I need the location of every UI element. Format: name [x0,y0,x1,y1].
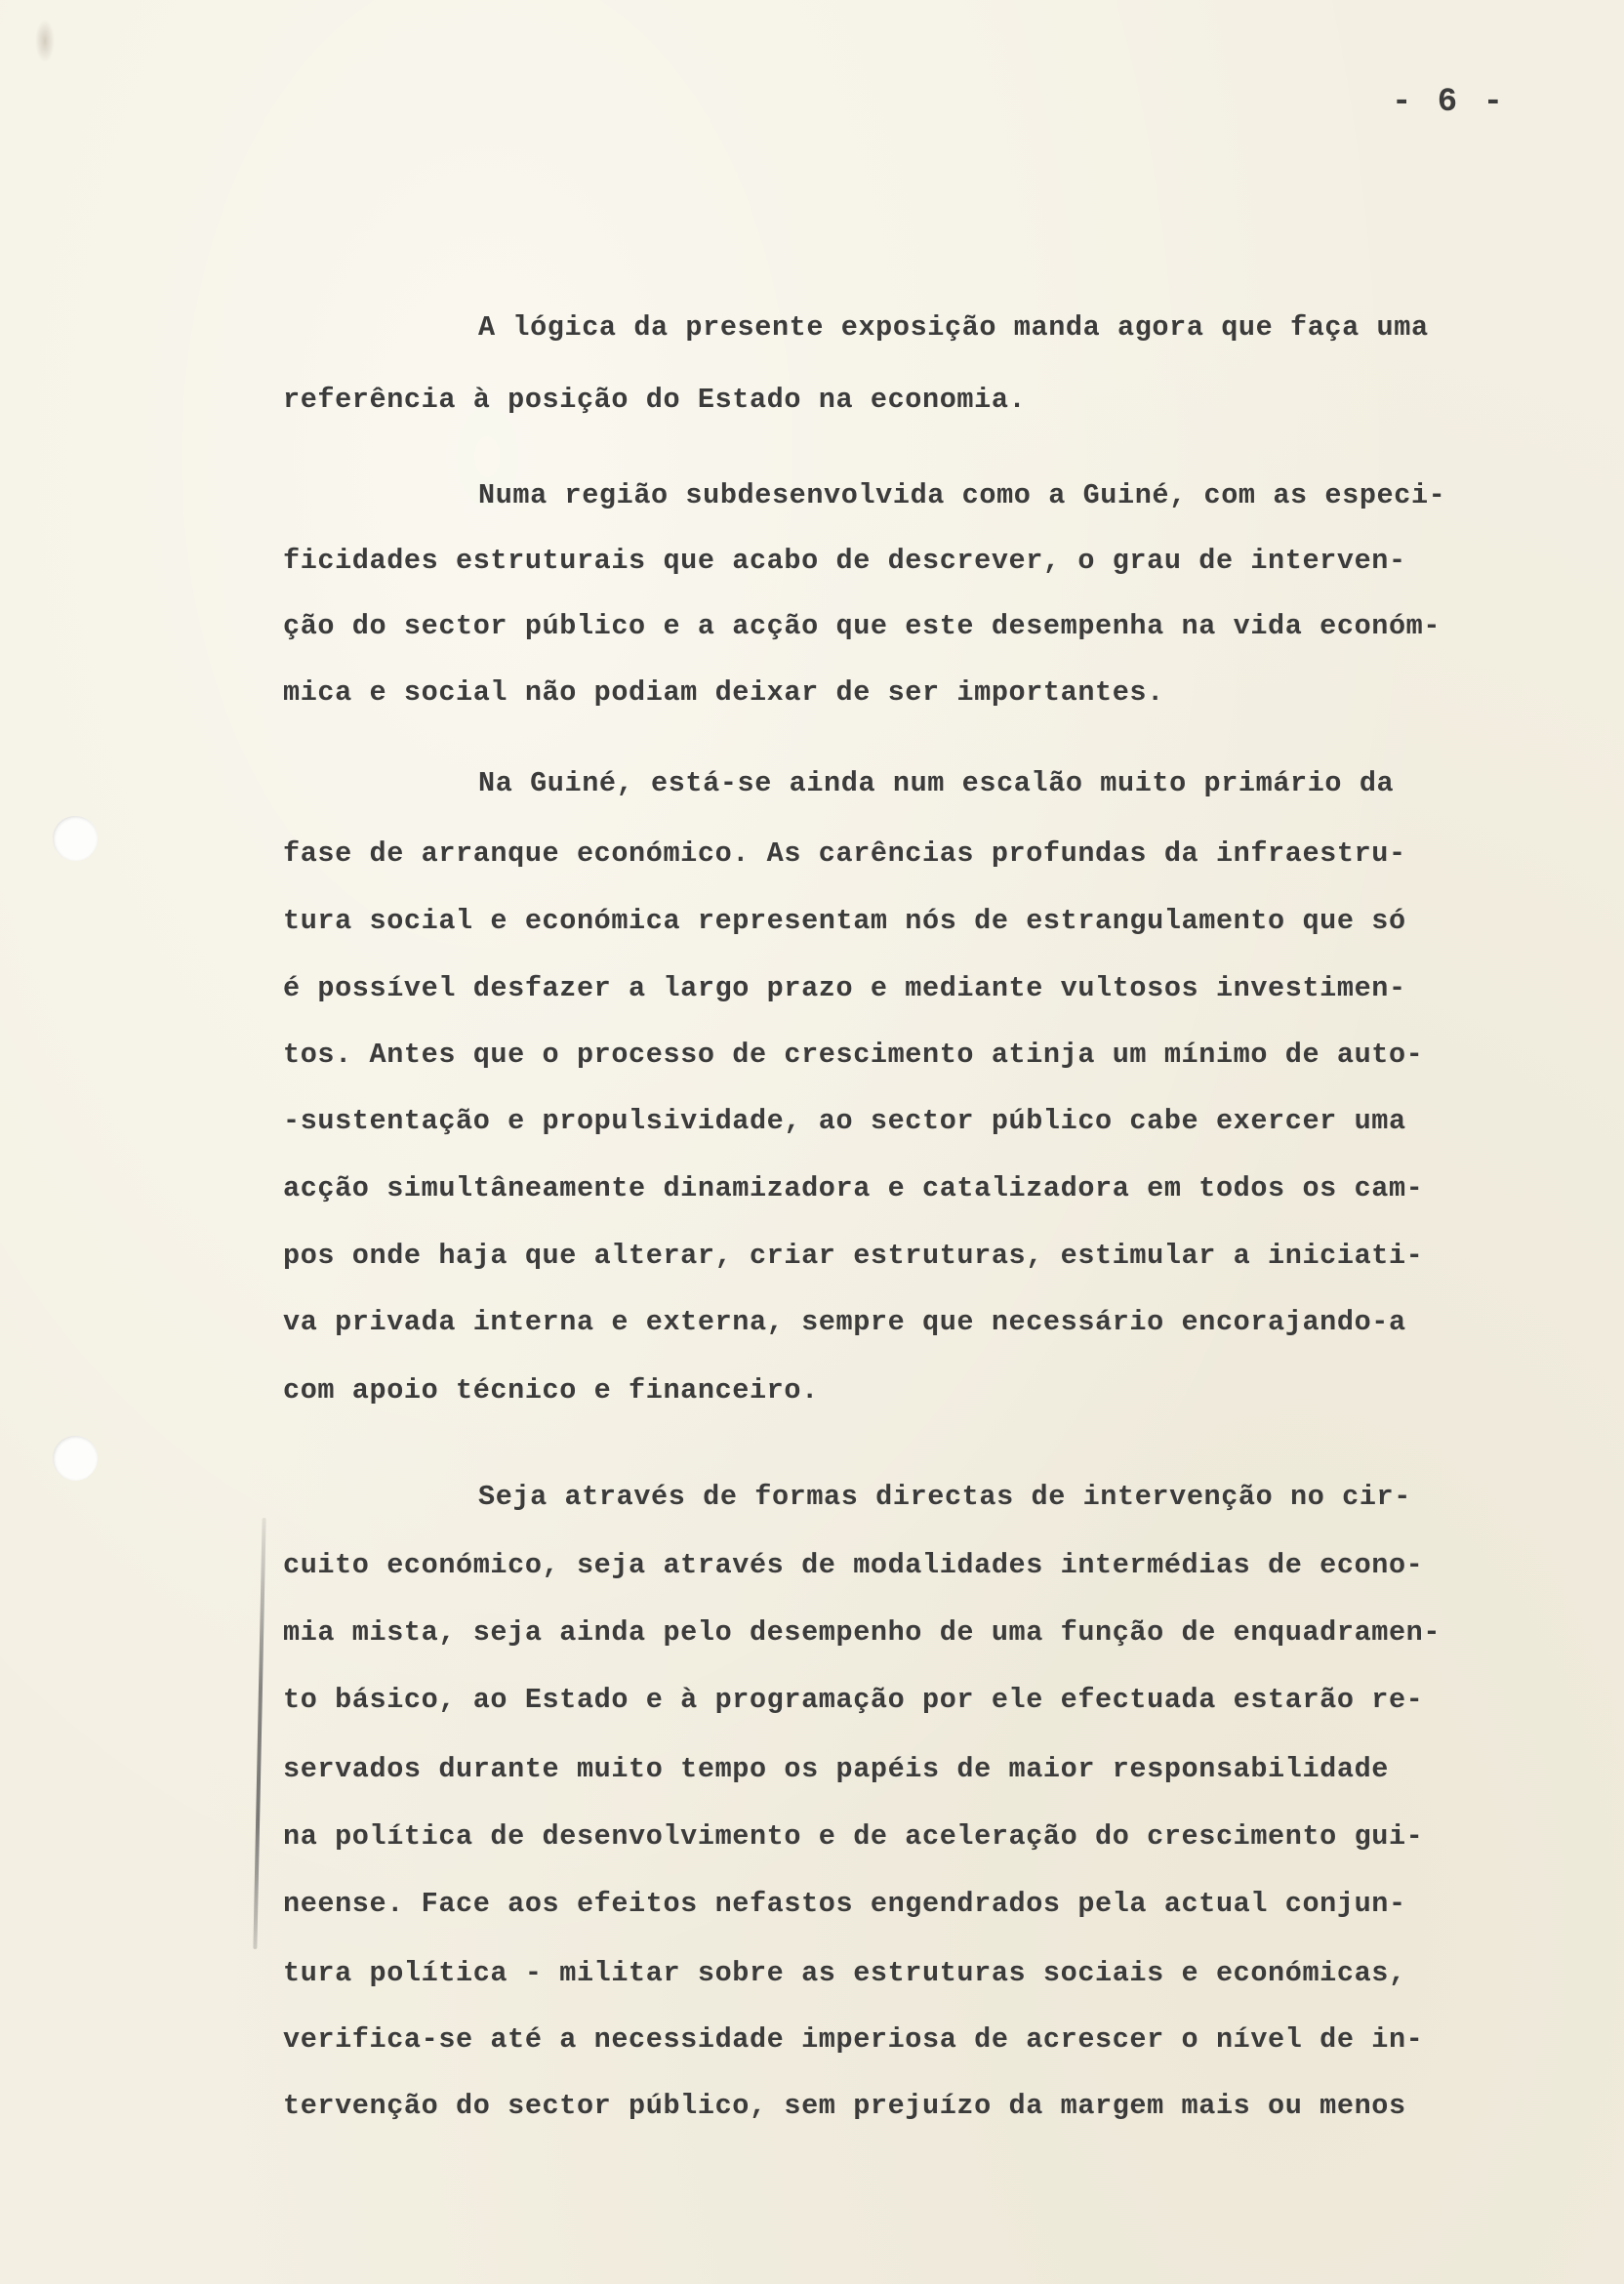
margin-pencil-mark [253,1518,265,1949]
paragraph-4-line-7: neense. Face aos efeitos nefastos engendrados pela actual conjun- [283,1888,1406,1920]
paragraph-4-line-8: tura política - militar sobre as estruturas sociais e económicas, [283,1957,1406,1989]
paragraph-4-line-4: to básico, ao Estado e à programação por ele efectuada estarão re- [283,1684,1424,1716]
paragraph-1-line-2: referência à posição do Estado na economia. [283,384,1027,416]
punch-hole-top [53,816,98,861]
paragraph-3-line-2: fase de arranque económico. As carências profundas da infraestru- [283,837,1406,870]
paragraph-3-line-8: pos onde haja que alterar, criar estruturas, estimular a iniciati- [283,1240,1424,1272]
paragraph-3-line-5: tos. Antes que o processo de crescimento atinja um mínimo de auto- [283,1039,1424,1071]
paragraph-2-line-2: ficidades estruturais que acabo de descrever, o grau de interven- [283,545,1406,577]
paragraph-2-line-1: Numa região subdesenvolvida como a Guiné, com as especi- [478,479,1446,511]
paragraph-2-line-4: mica e social não podiam deixar de ser importantes. [283,676,1164,709]
paragraph-3-line-10: com apoio técnico e financeiro. [283,1374,819,1407]
paragraph-4-line-2: cuito económico, seja através de modalidades intermédias de econo- [283,1549,1424,1581]
paragraph-3-line-7: acção simultâneamente dinamizadora e catalizadora em todos os cam- [283,1172,1424,1204]
paragraph-4-line-6: na política de desenvolvimento e de aceleração do crescimento gui- [283,1820,1424,1853]
paragraph-4-line-3: mia mista, seja ainda pelo desempenho de uma função de enquadramen- [283,1616,1441,1649]
paragraph-3-line-1: Na Guiné, está-se ainda num escalão muito primário da [478,767,1395,799]
paragraph-2-line-3: ção do sector público e a acção que este desempenha na vida económ- [283,610,1441,642]
paragraph-3-line-6: -sustentação e propulsividade, ao sector público cabe exercer uma [283,1105,1406,1137]
paragraph-3-line-4: é possível desfazer a largo prazo e mediante vultosos investimen- [283,972,1406,1004]
paragraph-4-line-9: verifica-se até a necessidade imperiosa de acrescer o nível de in- [283,2023,1424,2056]
paragraph-3-line-3: tura social e económica representam nós de estrangulamento que só [283,905,1406,937]
paragraph-4-line-5: servados durante muito tempo os papéis de maior responsabilidade [283,1753,1389,1785]
paragraph-4-line-1: Seja através de formas directas de intervenção no cir- [478,1481,1411,1513]
page-number: - 6 - [1392,84,1507,121]
paragraph-4-line-10: tervenção do sector público, sem prejuízo da margem mais ou menos [283,2090,1406,2122]
paragraph-1-line-1: A lógica da presente exposição manda agora que faça uma [478,311,1429,344]
punch-hole-bottom [53,1436,98,1481]
paper-smudge [35,20,55,62]
paragraph-3-line-9: va privada interna e externa, sempre que necessário encorajando-a [283,1306,1406,1338]
